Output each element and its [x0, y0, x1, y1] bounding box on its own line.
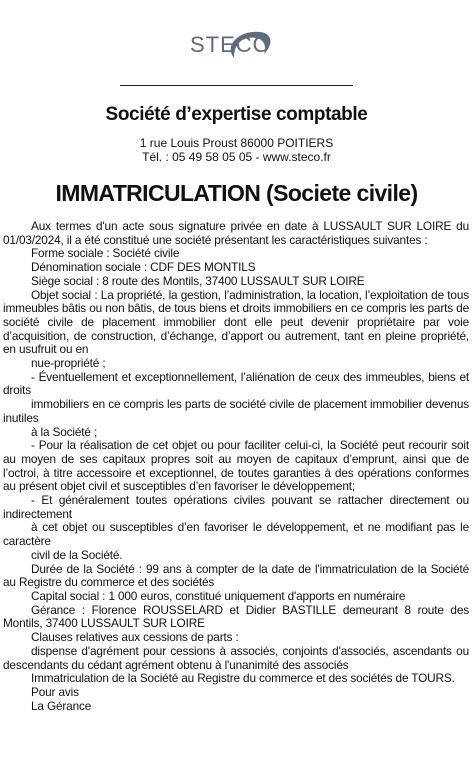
paragraph: Siège social : 8 route des Montils, 37400 LUSSAULT SUR LOIRE [31, 273, 365, 288]
paragraph: Durée de la Société : 99 ans à compter de la date de l'immatriculation de la Société au Registre du commerce et des sociétés [3, 561, 469, 590]
logo-text: STECO [190, 32, 271, 57]
paragraph: Aux termes d'un acte sous signature privée en date à LUSSAULT SUR LOIRE du 01/03/2024, il a été constitué une société présentant les caractéristiques suivantes : [3, 219, 469, 247]
paragraph: Clauses relatives aux cessions de parts : [31, 630, 239, 645]
paragraph: - Pour la réalisation de cet objet ou pour faciliter celui-ci, la Société peut recourir soit au moyen de ses capitaux propres soit au moyen de capitaux d’emprunt, ainsi que de l’octroi, à titre accessoire et exceptionnel, de toutes garanties à des opérations conformes au présent objet civil et susceptibles d’en favoriser le développement; [3, 438, 469, 494]
paragraph: Forme sociale : Société civile [31, 246, 180, 261]
paragraph: Capital social : 1 000 euros, constitué uniquement d'apports en numéraire [31, 588, 406, 603]
paragraph: civil de la Société. [31, 547, 123, 562]
firm-contact: Tél. : 05 49 58 05 05 - www.steco.fr [142, 150, 331, 164]
paragraph: nue-propriété ; [31, 356, 106, 371]
paragraph: Dénomination sociale : CDF DES MONTILS [31, 260, 256, 275]
paragraph: - Éventuellement et exceptionnellement, l’aliénation de ceux des immeubles, biens et droits [3, 369, 469, 398]
steco-logo [190, 24, 274, 64]
paragraph: à la Société ; [31, 424, 98, 439]
paragraph: Immatriculation de la Société au Registre du commerce et des sociétés de TOURS. [31, 671, 455, 686]
header-divider [120, 85, 353, 86]
paragraph: Pour avis [31, 684, 79, 699]
firm-address: 1 rue Louis Proust 86000 POITIERS [139, 136, 334, 150]
paragraph: Gérance : Florence ROUSSELARD et Didier BASTILLE demeurant 8 route des Montils, 37400 LUSSAULT SUR LOIRE [3, 602, 469, 631]
firm-name: Société d’expertise comptable [105, 104, 368, 125]
paragraph: Objet social : La propriété, la gestion, l’administration, la location, l’exploitation de tous immeubles bâtis ou non bâtis, de tous biens et droits immobiliers en ce compris les parts de société civile de placement immobilier dont elle peut devenir propriétaire par voie d’acquisition, de construction, d’échange, d’apport ou autrement, tant en pleine propriété, en usufruit ou en [3, 287, 469, 357]
notice-title: IMMATRICULATION (Societe civile) [55, 180, 418, 206]
notice-body [3, 220, 469, 713]
paragraph: dispense d'agrément pour cessions à associés, conjoints d'associés, ascendants ou descendants du cédant agrément obtenu à l'unanimité des associés [3, 643, 469, 672]
paragraph: à cet objet ou susceptibles d’en favoriser le développement, et ne modifiant pas le caractère [3, 520, 469, 549]
paragraph: - Et généralement toutes opérations civiles pouvant se rattacher directement ou indirectement [3, 493, 469, 521]
paragraph: immobiliers en ce compris les parts de société civile de placement immobilier devenus inutiles [3, 397, 469, 425]
paragraph: La Gérance [31, 698, 92, 713]
